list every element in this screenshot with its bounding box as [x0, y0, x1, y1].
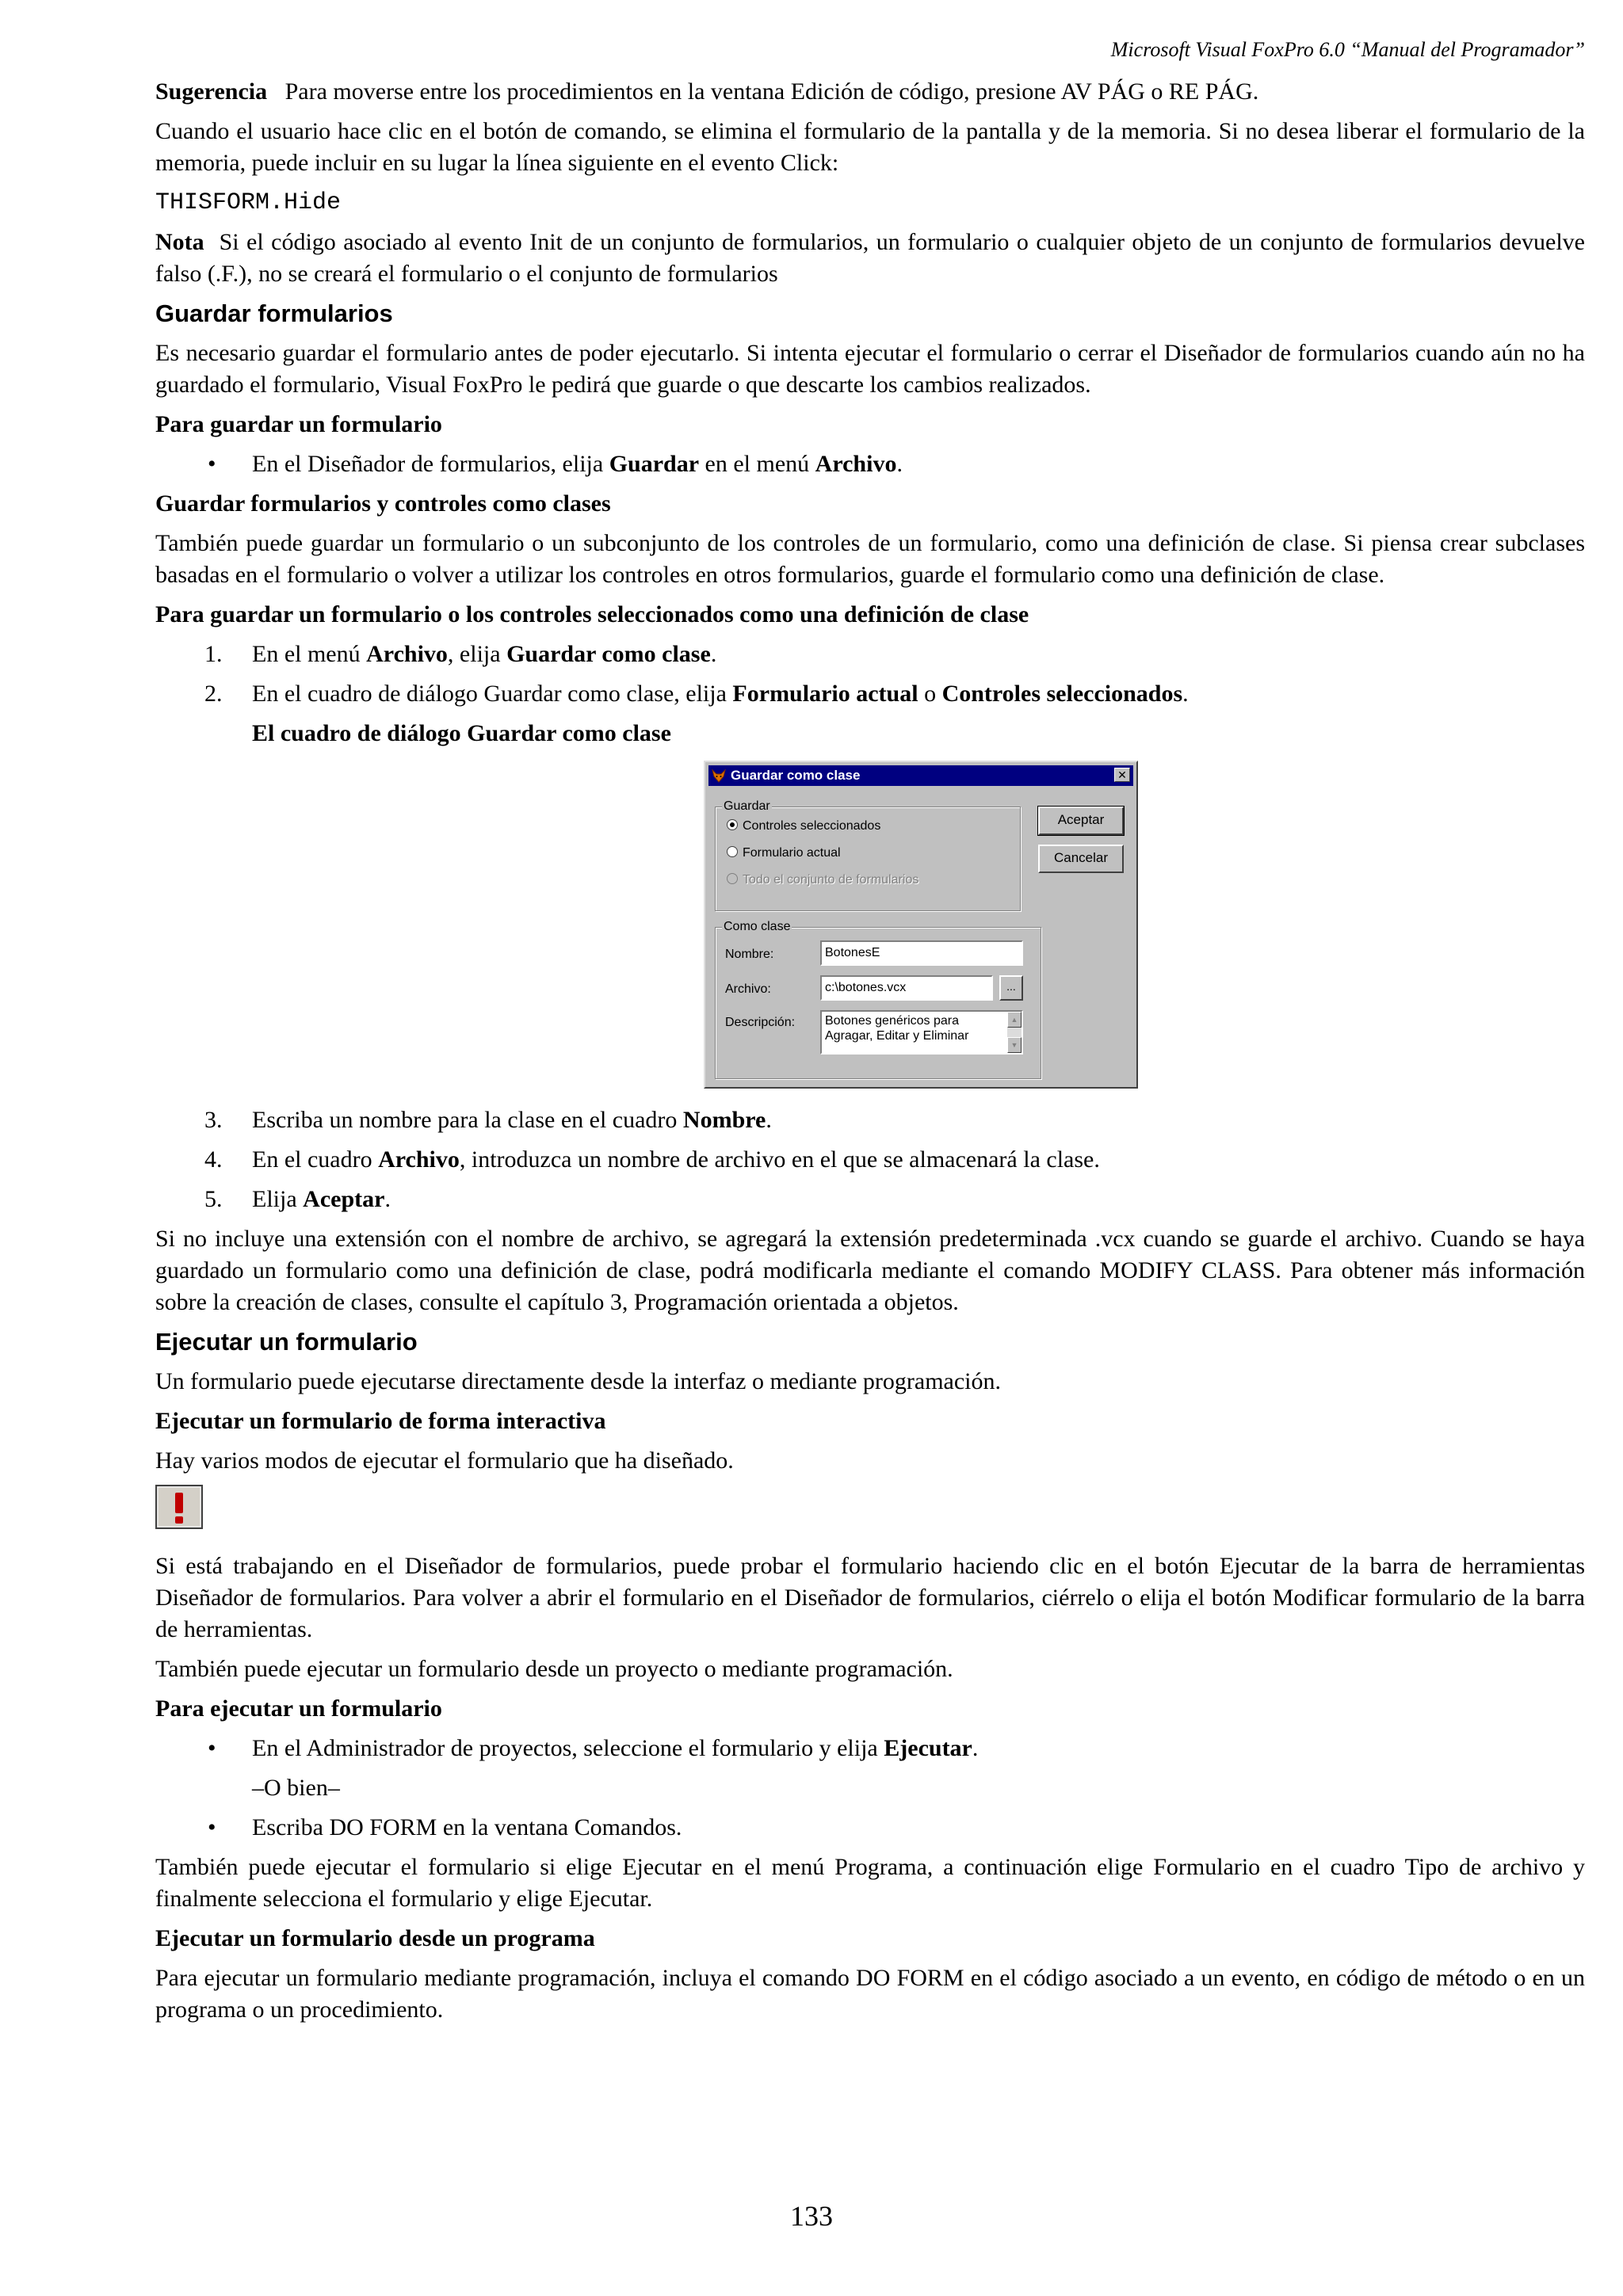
step-number: 1. [204, 641, 223, 667]
bold-text: Nombre [682, 1107, 766, 1133]
note-text: Si el código asociado al evento Init de un conjunto de formularios, un formulario o cualquier objeto de un conjunto de formularios devuelve falso (.F.), no se creará el formulario o el conjunto de formularios [155, 229, 1585, 287]
file-label: Archivo: [725, 982, 771, 996]
list-item [155, 678, 1585, 710]
dialog-title: Guardar como clase [731, 768, 861, 783]
scrollbar[interactable] [1007, 1012, 1022, 1053]
bold-text: Formulario actual [732, 681, 918, 707]
note-label: Nota [155, 229, 204, 255]
text: En el cuadro [252, 1146, 379, 1173]
figure-dialog [155, 761, 1585, 1093]
group-guardar [715, 799, 1021, 911]
file-input[interactable]: c:\botones.vcx [820, 975, 993, 1001]
name-label: Nombre: [725, 948, 774, 961]
cancel-button[interactable]: Cancelar [1038, 845, 1124, 873]
radio-label: Todo el conjunto de formularios [743, 873, 919, 887]
heading-guardar: Guardar formularios [155, 299, 393, 327]
scroll-up-icon[interactable]: ▲ [1007, 1012, 1022, 1028]
dialog-titlebar [708, 765, 1133, 786]
step-number: 5. [204, 1186, 223, 1212]
paragraph-ejecutar: Un formulario puede ejecutarse directamente desde la interfaz o mediante programación. [155, 1368, 1002, 1394]
step-number: 4. [204, 1146, 223, 1173]
page-number: 133 [790, 2200, 833, 2232]
text: Escriba un nombre para la clase en el cuadro [252, 1107, 683, 1133]
bullet: • [208, 451, 216, 477]
note-paragraph [155, 227, 1585, 290]
step-number: 3. [204, 1107, 223, 1133]
or-separator: –O bien– [252, 1775, 340, 1801]
tip-label: Sugerencia [155, 78, 268, 105]
radio-formulario-actual[interactable] [727, 845, 841, 861]
paragraph-vcx: Si no incluye una extensión con el nombre de archivo, se agregará la extensión predeterminada .vcx cuando se guarde el archivo. Cuando se haya guardado un formulario como una definición de clase, podrá modificarla mediante el comando MODIFY CLASS. Para obtener más información sobre la creación de clases, consulte el capítulo 3, Programación orientada a objetos. [155, 1226, 1585, 1315]
close-icon[interactable]: ✕ [1114, 768, 1130, 782]
text: o [918, 681, 942, 707]
description-textarea[interactable] [820, 1010, 1023, 1055]
tip-paragraph [155, 76, 1585, 108]
radio-label: Formulario actual [743, 846, 841, 860]
bullet: • [208, 1814, 216, 1840]
heading-programa: Ejecutar un formulario desde un programa [155, 1925, 595, 1951]
bold-text: Ejecutar [884, 1735, 972, 1761]
text: En el cuadro de diálogo Guardar como clase, elija [252, 681, 733, 707]
paragraph-click: Cuando el usuario hace clic en el botón de comando, se elimina el formulario de la pantalla y de la memoria. Si no desea liberar el formulario de la memoria, puede incluir en su lugar la línea siguiente en el evento Click: [155, 118, 1585, 176]
radio-icon [727, 873, 738, 884]
text: , introduzca un nombre de archivo en el que se almacenará la clase. [459, 1146, 1100, 1173]
paragraph-guardar: Es necesario guardar el formulario antes de poder ejecutarlo. Si intenta ejecutar el formulario o cerrar el Diseñador de formularios cuando aún no ha guardado el formulario, Visual FoxPro le pedirá que guarde o que descarte los cambios realizados. [155, 340, 1585, 398]
text: en el menú [699, 451, 815, 477]
heading-para-guardar: Para guardar un formulario [155, 411, 442, 437]
paragraph-modos: Hay varios modos de ejecutar el formulario que ha diseñado. [155, 1447, 734, 1474]
list-item [155, 639, 1585, 670]
step-number: 2. [204, 681, 223, 707]
group-como-clase [715, 920, 1041, 1079]
heading-clases: Guardar formularios y controles como clases [155, 490, 611, 517]
group-label: Como clase [724, 920, 791, 933]
text: , elija [447, 641, 507, 667]
code-line: THISFORM.Hide [155, 189, 342, 216]
text: . [896, 451, 903, 477]
paragraph-menu: También puede ejecutar el formulario si elige Ejecutar en el menú Programa, a continuación elige Formulario en el cuadro Tipo de archivo y finalmente selecciona el formulario y elige Ejecutar. [155, 1854, 1585, 1912]
paragraph-proyecto: También puede ejecutar un formulario desde un proyecto o mediante programación. [155, 1656, 953, 1682]
accept-button[interactable]: Aceptar [1038, 807, 1124, 835]
list-item [155, 1733, 1585, 1764]
paragraph-clases: También puede guardar un formulario o un subconjunto de los controles de un formulario, como una definición de clase. Si piensa crear subclases basadas en el formulario o volver a utilizar los controles en otros formularios, guarde el formulario como una definición de clase. [155, 530, 1585, 588]
bold-text: Controles seleccionados [941, 681, 1183, 707]
description-label: Descripción: [725, 1016, 796, 1029]
text: En el menú [252, 641, 367, 667]
radio-controles-seleccionados[interactable] [727, 818, 880, 834]
text: . [1182, 681, 1189, 707]
description-line: Botones genéricos para [825, 1014, 959, 1028]
browse-button[interactable]: ... [999, 975, 1023, 1001]
text: En el Administrador de proyectos, seleccione el formulario y elija [252, 1735, 884, 1761]
group-label: Guardar [724, 799, 770, 813]
bold-text: Guardar como clase [506, 641, 711, 667]
radio-selected-icon [727, 819, 738, 830]
running-header: Microsoft Visual FoxPro 6.0 “Manual del Programador” [1110, 38, 1585, 61]
bold-text: Archivo [366, 641, 448, 667]
description-line: Agragar, Editar y Eliminar [825, 1029, 969, 1043]
tip-text: Para moverse entre los procedimientos en la ventana Edición de código, presione AV PÁG o RE PÁG. [285, 78, 1259, 105]
main-content [155, 76, 1585, 2034]
bold-text: Aceptar [303, 1186, 385, 1212]
bold-text: Archivo [815, 451, 897, 477]
heading-ejecutar: Ejecutar un formulario [155, 1328, 418, 1356]
bold-text: Archivo [378, 1146, 460, 1173]
heading-para-clase: Para guardar un formulario o los controles seleccionados como una definición de clase [155, 601, 1029, 627]
text: . [710, 641, 717, 667]
text: . [972, 1735, 979, 1761]
text: . [766, 1107, 772, 1133]
list-item [155, 1144, 1585, 1176]
list-item [155, 1812, 1585, 1844]
exclamation-icon [155, 1485, 203, 1529]
bullet: • [208, 1735, 216, 1761]
list-item [155, 1104, 1585, 1136]
scroll-down-icon[interactable]: ▼ [1007, 1037, 1022, 1053]
paragraph-programa: Para ejecutar un formulario mediante programación, incluya el comando DO FORM en el código asociado a un evento, en código de método o en un programa o un procedimiento. [155, 1965, 1585, 2023]
text: En el Diseñador de formularios, elija [252, 451, 609, 477]
list-item [155, 448, 1585, 480]
text: Elija [252, 1186, 304, 1212]
heading-para-ejecutar: Para ejecutar un formulario [155, 1695, 442, 1722]
text: . [384, 1186, 391, 1212]
radio-todo-conjunto [727, 872, 918, 888]
radio-label: Controles seleccionados [743, 819, 881, 833]
heading-interactiva: Ejecutar un formulario de forma interactiva [155, 1408, 606, 1434]
save-as-class-dialog [704, 761, 1138, 1089]
text: Escriba DO FORM en la ventana Comandos. [252, 1814, 682, 1840]
fox-icon [712, 769, 726, 783]
bold-text: Guardar [609, 451, 700, 477]
paragraph-disenador: Si está trabajando en el Diseñador de formularios, puede probar el formulario haciendo clic en el botón Ejecutar de la barra de herramientas Diseñador de formularios. Para volver a abrir el formulario en el Diseñador de formularios, ciérrelo o elija el botón Modificar formulario de la barra de herramientas. [155, 1553, 1585, 1642]
name-input[interactable]: BotonesE [820, 940, 1023, 966]
list-item [155, 1184, 1585, 1215]
radio-icon [727, 846, 738, 857]
figure-caption: El cuadro de diálogo Guardar como clase [252, 720, 671, 746]
